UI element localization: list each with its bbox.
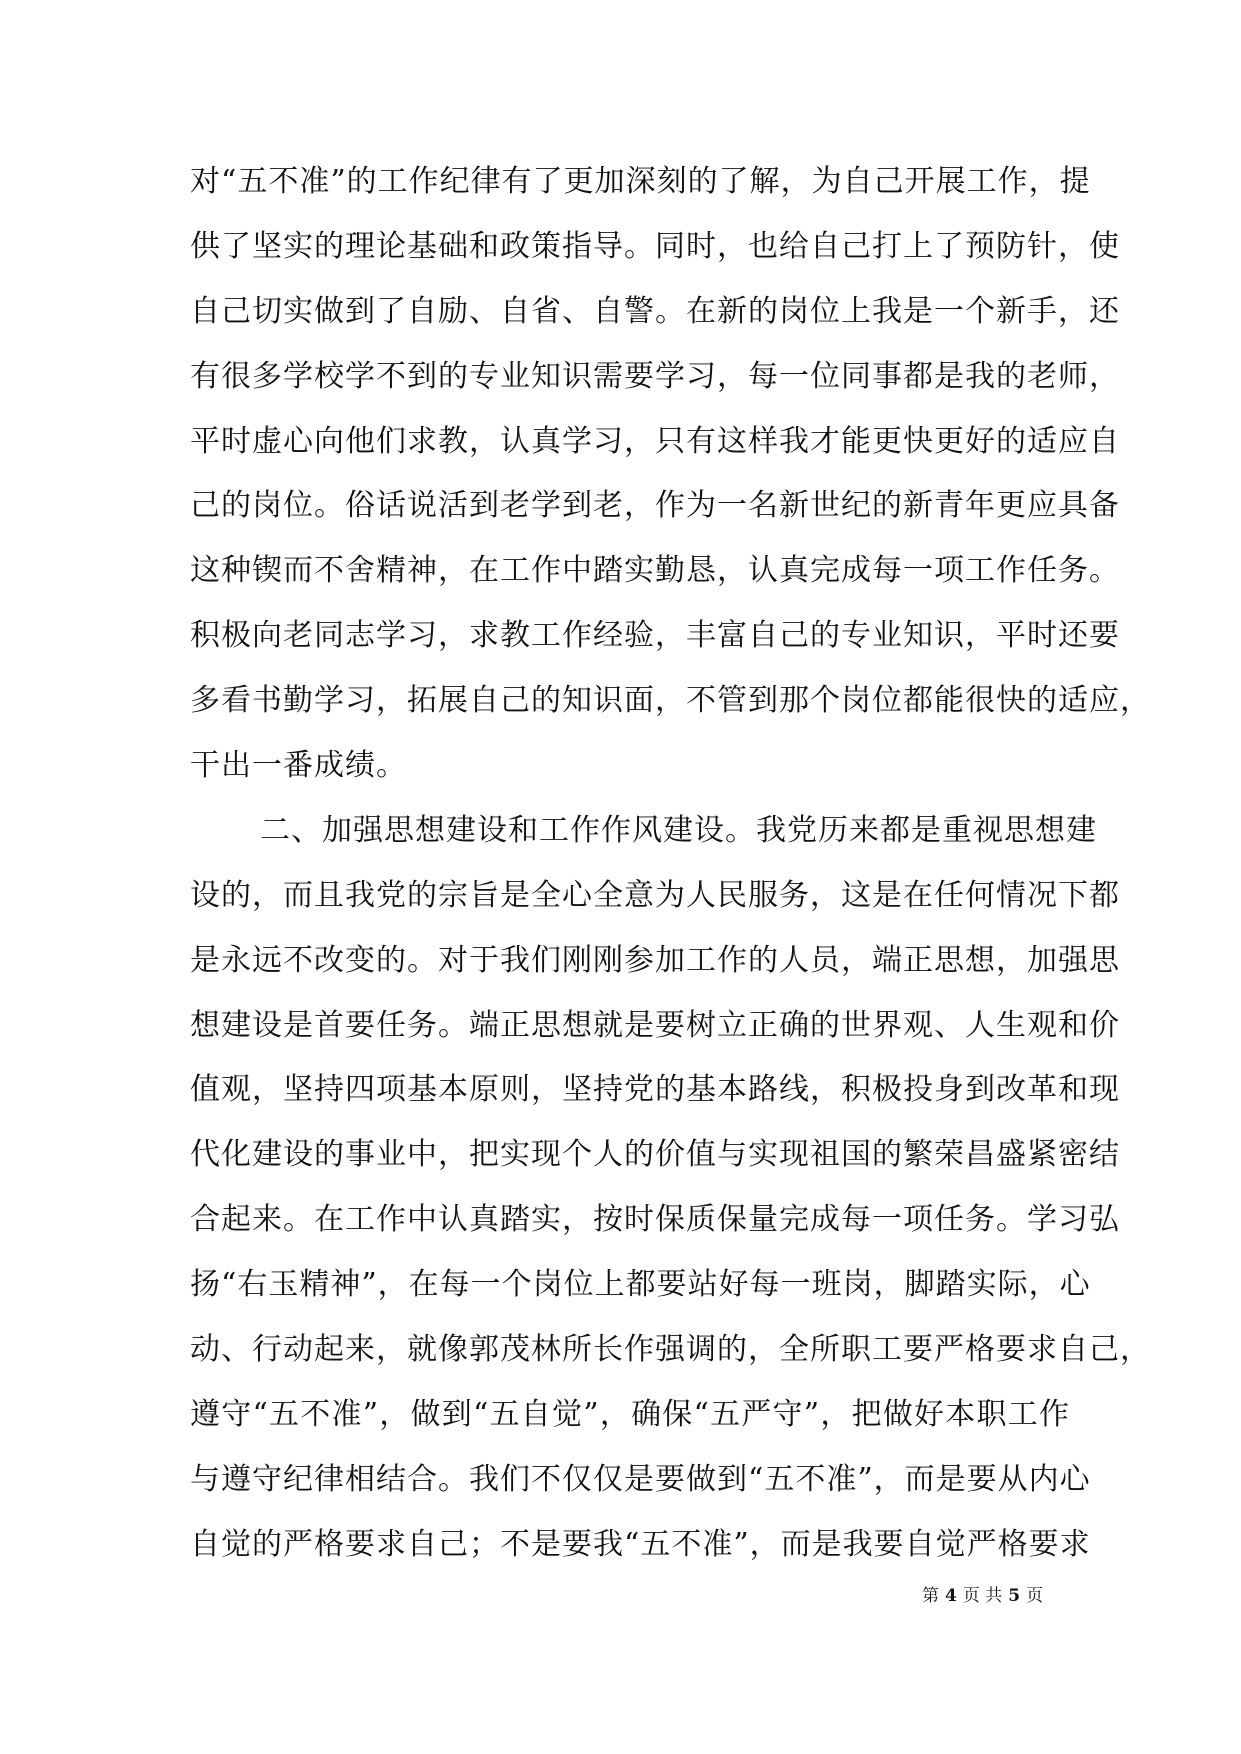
text-line: 多看书勤学习，拓展自己的知识面，不管到那个岗位都能很快的适应，: [190, 683, 1151, 719]
document-body: [190, 150, 1151, 1578]
text-line: 设的，而且我党的宗旨是全心全意为人民服务，这是在任何情况下都: [190, 877, 1120, 913]
text-line: 二、加强思想建设和工作作风建设。我党历来都是重视思想建: [260, 812, 1097, 848]
text-line: 想建设是首要任务。端正思想就是要树立正确的世界观、人生观和价: [190, 1007, 1120, 1043]
text-line: 代化建设的事业中，把实现个人的价值与实现祖国的繁荣昌盛紧密结: [190, 1137, 1120, 1173]
current-page-number: 4: [945, 1586, 957, 1606]
text-line: 己的岗位。俗话说活到老学到老，作为一名新世纪的新青年更应具备: [190, 488, 1120, 524]
text-line: 干出一番成绩。: [190, 748, 407, 784]
text-line: 有很多学校学不到的专业知识需要学习，每一位同事都是我的老师，: [190, 358, 1120, 394]
text-line: 这种锲而不舍精神，在工作中踏实勤恳，认真完成每一项工作任务。: [190, 553, 1120, 589]
text-line: 与遵守纪律相结合。我们不仅仅是要做到“五不准”，而是要从内心: [190, 1461, 1091, 1497]
total-page-count: 5: [1008, 1586, 1021, 1606]
text-line: 动、行动起来，就像郭茂林所长作强调的，全所职工要严格要求自己，: [190, 1332, 1151, 1368]
text-line: 扬“右玉精神”，在每一个岗位上都要站好每一班岗，脚踏实际，心: [190, 1267, 1091, 1303]
text-line: 是永远不改变的。对于我们刚刚参加工作的人员，端正思想，加强思: [190, 942, 1120, 978]
paragraph: [190, 799, 1151, 1578]
text-line: 自己切实做到了自励、自省、自警。在新的岗位上我是一个新手，还: [190, 293, 1120, 329]
text-line: 积极向老同志学习，求教工作经验，丰富自己的专业知识，平时还要: [190, 618, 1120, 654]
text-line: 合起来。在工作中认真踏实，按时保质保量完成每一项任务。学习弘: [190, 1202, 1120, 1238]
text-line: 自觉的严格要求自己；不是要我“五不准”，而是我要自觉严格要求: [190, 1526, 1091, 1562]
paragraph: [190, 150, 1151, 799]
text-line: 供了坚实的理论基础和政策指导。同时，也给自己打上了预防针，使: [190, 228, 1120, 264]
page-number-middle: 页 共: [962, 1586, 1003, 1606]
text-line: 平时虚心向他们求教，认真学习，只有这样我才能更快更好的适应自: [190, 423, 1120, 459]
text-line: 值观，坚持四项基本原则，坚持党的基本路线，积极投身到改革和现: [190, 1072, 1120, 1108]
text-line: 遵守“五不准”，做到“五自觉”，确保“五严守”，把做好本职工作: [190, 1396, 1070, 1432]
page-number-prefix: 第: [922, 1586, 939, 1606]
page-number: [922, 1584, 1043, 1608]
page-number-suffix: 页: [1026, 1586, 1044, 1606]
text-line: 对“五不准”的工作纪律有了更加深刻的了解，为自己开展工作，提: [190, 164, 1091, 199]
